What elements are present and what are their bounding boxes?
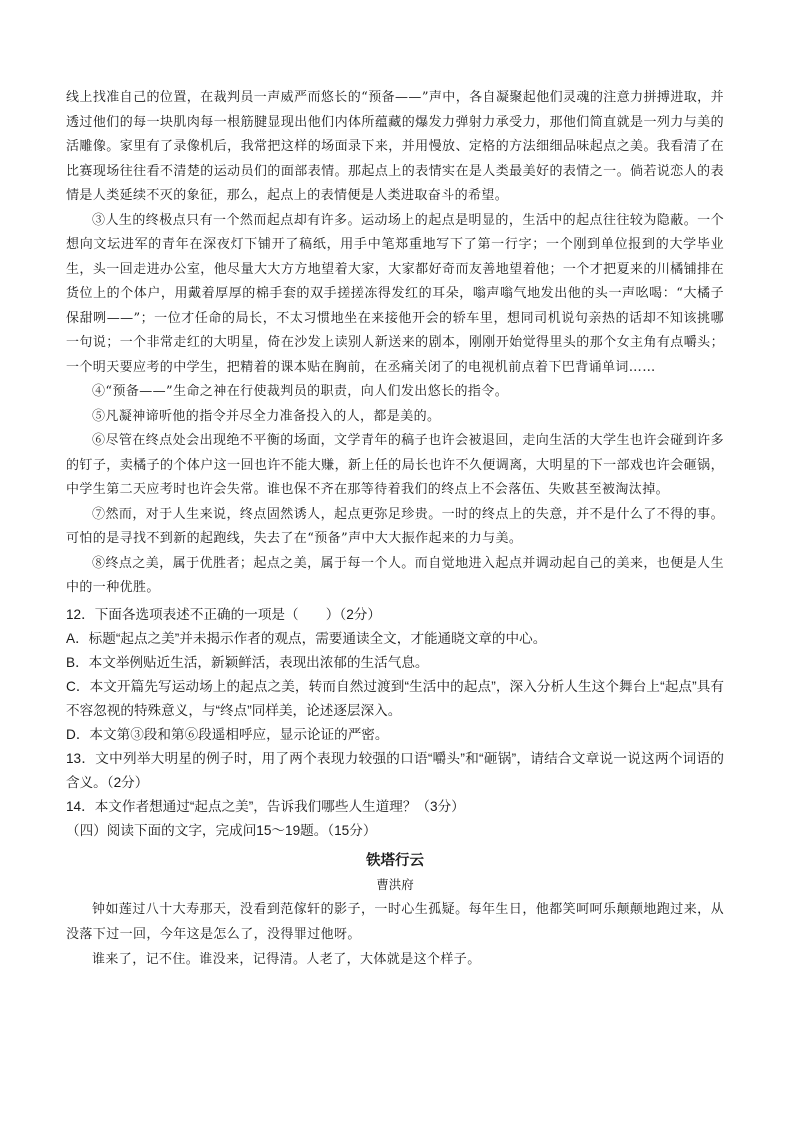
story-paragraph-2: 谁来了，记不住。谁没来，记得清。人老了，大体就是这个样子。 bbox=[92, 951, 481, 967]
question-block bbox=[66, 603, 724, 843]
question-12-option-d: D．本文第③段和第⑥段遥相呼应，显示论证的严密。 bbox=[66, 726, 389, 742]
section-4-heading: （四）阅读下面的文字，完成问15～19题。（15分） bbox=[66, 822, 377, 838]
question-12-option-b: B．本文举例贴近生活，新颖鲜活，表现出浓郁的生活气息。 bbox=[66, 654, 429, 670]
story-author: 曹洪府 bbox=[376, 876, 414, 892]
essay-body bbox=[66, 86, 724, 601]
essay-paragraph-4: ④“预备——”生命之神在行使裁判员的职责，向人们发出悠长的指令。 bbox=[92, 384, 509, 399]
essay-paragraph-5: ⑤凡凝神谛听他的指令并尽全力准备投入的人，都是美的。 bbox=[92, 408, 441, 424]
essay-paragraph-7: ⑦然而，对于人生来说，终点固然诱人，起点更弥足珍贵。一时的终点上的失意，并不是什么了不得的事。可怕的是寻找不到新的起跑线，失去了在“预备”声中大大振作起来的力与美。 bbox=[66, 506, 724, 546]
essay-paragraph-continued: 线上找准自己的位置，在裁判员一声威严而悠长的“预备——”声中，各自凝聚起他们灵魂的注意力拼搏进取，并透过他们的每一块肌肉每一根筋腱显现出他们内体所蕴藏的爆发力弹射力承受力，那他们简直就是一列力与美的活雕像。家里有了录像机后，我常把这样的场面录下来，并用慢放、定格的方法细细品味起点之美。我看清了在比赛现场往往看不清楚的运动员们的面部表情。那起点上的表情实在是人类最美好的表情之一。倘若说恋人的表情是人类延续不灭的象征，那么，起点上的表情便是人类进取奋斗的希望。 bbox=[66, 90, 724, 203]
question-12: 12．下面各选项表述不正确的一项是（ ）（2分） bbox=[66, 606, 381, 622]
essay-paragraph-6: ⑥尽管在终点处会出现绝不平衡的场面，文学青年的稿子也许会被退回，走向生活的大学生也许会碰到许多的钉子，卖橘子的个体户这一回也许不能大赚，新上任的局长也许不久便调离，大明星的下一部戏也许会砸锅，中学生第二天应考时也许会失常。谁也保不齐在那等待着我们的终点上不会落伍、失败甚至被淘汰掉。 bbox=[66, 433, 724, 497]
story-title: 铁塔行云 bbox=[366, 851, 424, 869]
essay-paragraph-8: ⑧终点之美，属于优胜者；起点之美，属于每一个人。而自觉地进入起点并调动起自己的美来，也便是人生中的一种优胜。 bbox=[66, 555, 724, 595]
question-12-option-a: A．标题“起点之美”并未揭示作者的观点，需要通读全文，才能通晓文章的中心。 bbox=[66, 630, 547, 646]
story-paragraph-1: 钟如莲过八十大寿那天，没看到范傢轩的影子，一时心生孤疑。每年生日，他都笑呵呵乐颠颠地跑过来，从没落下过一回，今年这是怎么了，没得罪过他呀。 bbox=[66, 901, 724, 942]
story-section bbox=[66, 849, 724, 972]
essay-paragraph-3: ③人生的终极点只有一个然而起点却有许多。运动场上的起点是明显的，生活中的起点往往较为隐蔽。一个想向文坛进军的青年在深夜灯下铺开了稿纸，用手中笔郑重地写下了第一行字；一个刚到单位报到的大学毕业生，头一回走进办公室，他尽量大大方方地望着大家，大家都好奇而友善地望着他；一个才把夏来的川橘铺排在货位上的个体户，用戴着厚厚的棉手套的双手搓搓冻得发红的耳朵，嗡声嗡气地发出他的头一声吆喝：“大橘子保甜咧——”；一位才任命的局长，不太习惯地坐在来接他开会的轿车里，想同司机说句亲热的话却不知该挑哪一句说；一个非常走红的大明星，倚在沙发上读别人新送来的剧本，刚刚开始觉得里头的那个女主角有点嚼头；一个明天要应考的中学生，把精着的课本贴在胸前，在丞痛关闭了的电视机前点着下巴背诵单词…… bbox=[66, 212, 724, 375]
question-14: 14．本文作者想通过“起点之美”，告诉我们哪些人生道理？（3分） bbox=[66, 798, 465, 814]
question-12-option-c: C．本文开篇先写运动场上的起点之美，转而自然过渡到“生活中的起点”，深入分析人生这个舞台上“起点”具有不容忽视的特殊意义，与“终点”同样美，论述逐层深入。 bbox=[66, 678, 724, 718]
question-13: 13．文中列举大明星的例子时，用了两个表现力较强的口语“嚼头”和“砸锅”，请结合文章说一说这两个词语的含义。（2分） bbox=[66, 750, 724, 790]
